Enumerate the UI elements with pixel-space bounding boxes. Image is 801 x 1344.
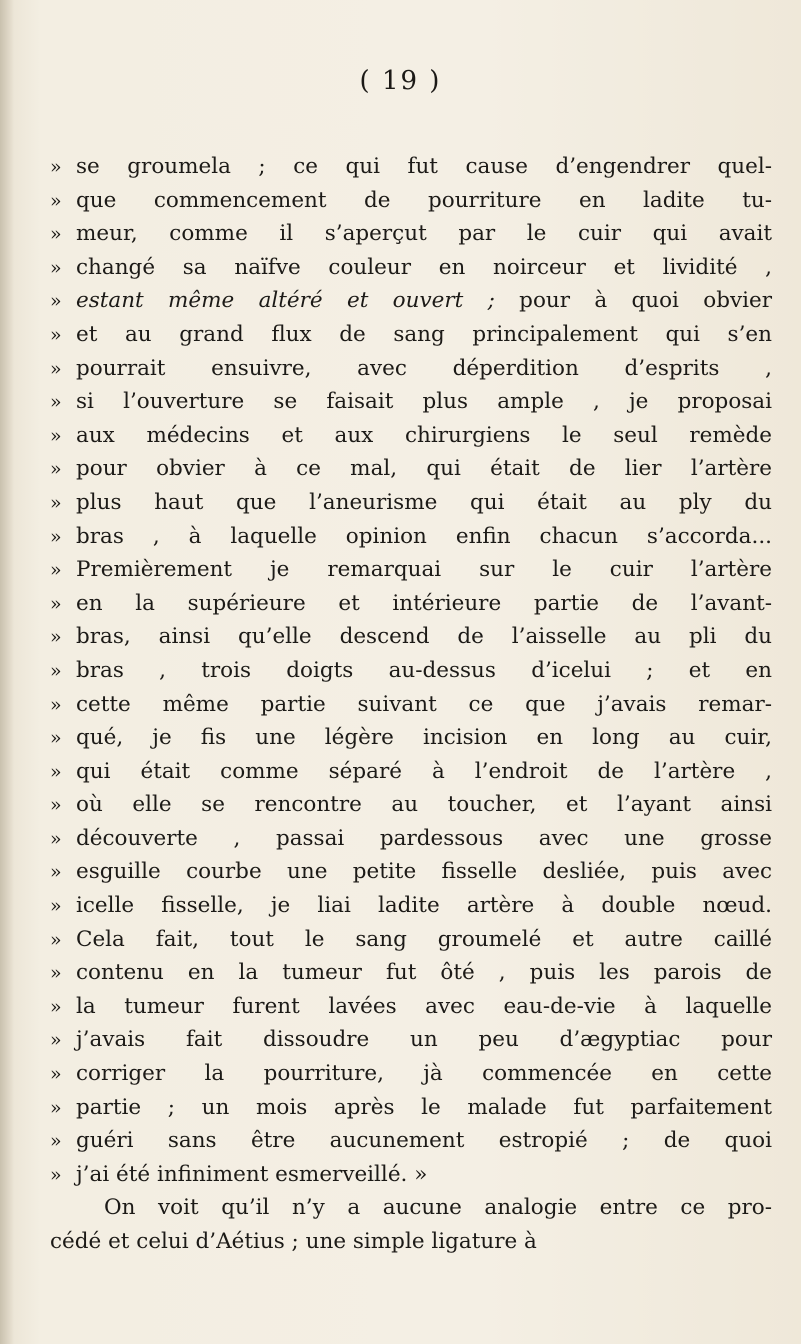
line-text: si l’ouverture se faisait plus ample , je proposai	[76, 389, 772, 415]
quote-mark: »	[50, 928, 62, 951]
line-text: Premièrement je remarquai sur le cuir l’artère	[76, 557, 772, 583]
line-text: partie ; un mois après le malade fut parfaitement	[76, 1094, 772, 1120]
line-content	[76, 855, 772, 889]
quote-mark: »	[50, 962, 62, 985]
text-line	[50, 1191, 772, 1225]
line-text: guéri sans être aucunement estropié ; de quoi	[76, 1128, 772, 1154]
line-content	[76, 553, 772, 587]
quote-mark: »	[50, 559, 62, 582]
line-text: icelle fisselle, je liai ladite artère à double nœud.	[76, 893, 772, 919]
line-text: bras , trois doigts au-dessus d’icelui ; et en	[76, 657, 772, 683]
line-text: meur, comme il s’aperçut par le cuir qui avait	[76, 221, 772, 247]
text-line	[50, 251, 772, 285]
line-text: cédé et celui d’Aétius ; une simple ligature à	[50, 1229, 537, 1254]
line-content	[76, 654, 772, 688]
line-text: où elle se rencontre au toucher, et l’ayant ainsi	[76, 792, 772, 818]
quote-mark: »	[50, 626, 62, 649]
line-content	[76, 1023, 772, 1057]
quote-mark: »	[50, 290, 62, 313]
text-line	[50, 553, 772, 587]
line-content	[76, 184, 772, 218]
line-content	[76, 150, 772, 184]
line-content	[76, 452, 772, 486]
text-line	[50, 822, 772, 856]
line-text: corriger la pourriture, jà commencée en cette	[76, 1061, 772, 1087]
line-content	[76, 721, 772, 755]
line-content	[76, 923, 772, 957]
quote-mark: »	[50, 1063, 62, 1086]
line-text: qui était comme séparé à l’endroit de l’artère ,	[76, 758, 772, 784]
quote-mark: »	[50, 156, 62, 178]
text-line	[50, 1023, 772, 1057]
text-line	[50, 1158, 772, 1192]
text-line	[50, 1225, 772, 1259]
text-line	[50, 755, 772, 789]
quote-mark: »	[50, 189, 62, 212]
line-content	[76, 284, 772, 318]
line-text: aux médecins et aux chirurgiens le seul remède	[76, 422, 772, 448]
text-line	[50, 956, 772, 990]
page-number: ( 19 )	[359, 66, 442, 96]
text-line	[50, 217, 772, 251]
line-content	[76, 688, 772, 722]
line-content	[76, 889, 772, 923]
line-text: contenu en la tumeur fut ôté , puis les parois de	[76, 960, 772, 986]
text-line	[50, 1124, 772, 1158]
text-line	[50, 788, 772, 822]
text-line	[50, 889, 772, 923]
line-text: découverte , passai pardessous avec une grosse	[76, 825, 772, 851]
line-text: j’ai été infiniment esmerveillé. »	[76, 1161, 428, 1187]
quote-mark: »	[50, 256, 62, 279]
quote-mark: »	[50, 794, 62, 817]
quote-mark: »	[50, 861, 62, 884]
body-text	[50, 150, 772, 1259]
line-text: pourrait ensuivre, avec déperdition d’esprits ,	[76, 355, 772, 381]
quote-mark: »	[50, 827, 62, 850]
quote-mark: »	[50, 1029, 62, 1052]
text-line	[50, 520, 772, 554]
line-content	[76, 1057, 772, 1091]
line-text: se groumela ; ce qui fut cause d’engendrer quel-	[76, 154, 772, 179]
quote-mark: »	[50, 458, 62, 481]
quote-mark: »	[50, 760, 62, 783]
quote-mark: »	[50, 693, 62, 716]
line-text: que commencement de pourriture en ladite tu-	[76, 187, 772, 213]
text-line	[50, 688, 772, 722]
text-line	[50, 486, 772, 520]
line-content	[76, 620, 772, 654]
page-gutter	[0, 0, 14, 1344]
quote-mark: »	[50, 525, 62, 548]
quote-mark: »	[50, 995, 62, 1018]
line-text: en la supérieure et intérieure partie de l’avant-	[76, 590, 772, 616]
quote-mark: »	[50, 895, 62, 918]
text-line	[50, 385, 772, 419]
italic-text: estant même altéré et ouvert ;	[76, 288, 495, 314]
text-line	[50, 855, 772, 889]
line-text: pour obvier à ce mal, qui était de lier l’artère	[76, 456, 772, 482]
line-content	[76, 990, 772, 1024]
line-text: la tumeur furent lavées avec eau-de-vie à laquelle	[76, 993, 772, 1019]
text-line	[50, 654, 772, 688]
text-line	[50, 1057, 772, 1091]
line-content	[76, 755, 772, 789]
quote-mark: »	[50, 592, 62, 615]
text-line	[50, 184, 772, 218]
line-text: j’avais fait dissoudre un peu d’ægyptiac pour	[76, 1027, 772, 1053]
line-content	[76, 486, 772, 520]
text-line	[50, 284, 772, 318]
line-content	[76, 1158, 772, 1192]
text-line	[50, 452, 772, 486]
line-text: esguille courbe une petite fisselle desliée, puis avec	[76, 859, 772, 885]
line-text: bras , à laquelle opinion enfin chacun s’accorda...	[76, 523, 772, 549]
line-text: cette même partie suivant ce que j’avais remar-	[76, 691, 772, 717]
line-content	[76, 520, 772, 554]
quote-mark: »	[50, 323, 62, 346]
line-content	[76, 419, 772, 453]
line-text: On voit qu’il n’y a aucune analogie entre ce pro-	[104, 1195, 772, 1221]
line-text: Cela fait, tout le sang groumelé et autre caillé	[76, 926, 772, 952]
line-content	[76, 1091, 772, 1125]
quote-mark: »	[50, 1163, 62, 1186]
text-line	[50, 419, 772, 453]
line-text: bras, ainsi qu’elle descend de l’aisselle au pli du	[76, 624, 772, 650]
line-content	[76, 217, 772, 251]
text-line	[50, 923, 772, 957]
line-text: plus haut que l’aneurisme qui était au ply du	[76, 489, 772, 515]
quote-mark: »	[50, 727, 62, 750]
quote-mark: »	[50, 491, 62, 514]
line-text: pour à quoi obvier	[494, 288, 772, 314]
quote-mark: »	[50, 1096, 62, 1119]
line-text: qué, je fis une légère incision en long au cuir,	[76, 725, 772, 751]
line-content	[76, 956, 772, 990]
line-text: et au grand flux de sang principalement qui s’en	[76, 321, 772, 347]
text-line	[50, 352, 772, 386]
line-content	[76, 352, 772, 386]
line-content	[76, 788, 772, 822]
line-content	[76, 318, 772, 352]
line-content	[76, 822, 772, 856]
text-line	[50, 990, 772, 1024]
quote-mark: »	[50, 424, 62, 447]
line-content	[76, 251, 772, 285]
text-line	[50, 721, 772, 755]
line-content	[76, 587, 772, 621]
text-line	[50, 1091, 772, 1125]
line-content	[76, 1124, 772, 1158]
quote-mark: »	[50, 223, 62, 246]
quote-mark: »	[50, 391, 62, 414]
quote-mark: »	[50, 1130, 62, 1153]
line-content	[76, 385, 772, 419]
text-line	[50, 318, 772, 352]
text-line	[50, 620, 772, 654]
line-text: changé sa naïfve couleur en noirceur et lividité ,	[76, 254, 772, 280]
text-line	[50, 587, 772, 621]
text-line	[50, 150, 772, 184]
quote-mark: »	[50, 357, 62, 380]
quote-mark: »	[50, 659, 62, 682]
